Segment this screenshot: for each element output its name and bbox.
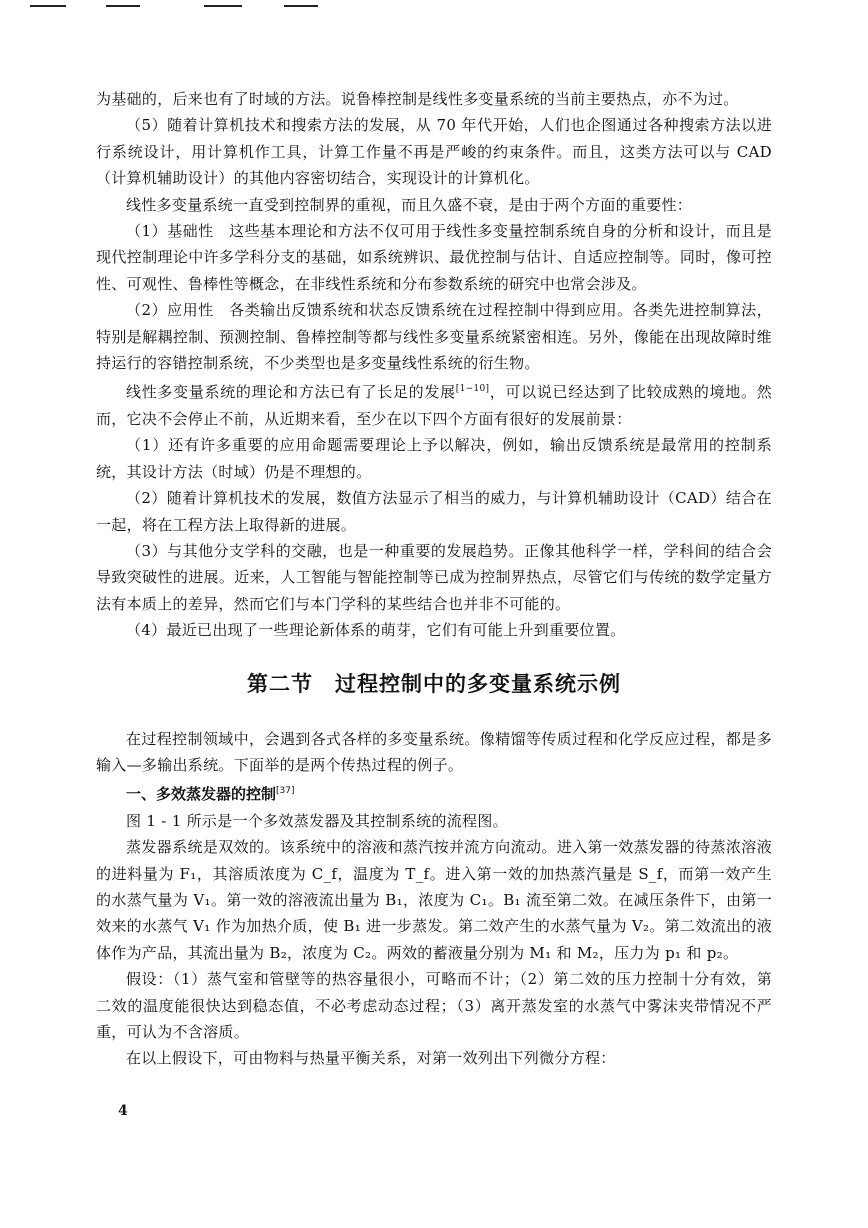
paragraph-fundamentality: （1）基础性 这些基本理论和方法不仅可用于线性多变量控制系统自身的分析和设计，而且是现代控制理论中许多学科分支的基础，如系统辨识、最优控制与估计、自适应控制等。同时，像可控性、可观性、鲁棒性等概念，在非线性系统和分布参数系统的研究中也常会涉及。 — [96, 222, 772, 293]
subsection-heading-text: 一、多效蒸发器的控制 — [126, 785, 277, 804]
paragraph-equation-intro: 在以上假设下，可由物料与热量平衡关系，对第一效列出下列微分方程： — [126, 1049, 616, 1068]
scan-edge-marks — [30, 0, 330, 10]
citation-37: [37] — [276, 786, 295, 797]
page-number: 4 — [118, 1103, 128, 1119]
dev-text-before: 线性多变量系统的理论和方法已有了长足的发展 — [126, 383, 456, 402]
paragraph-prospect-1: （1）还有许多重要的应用命题需要理论上予以解决，例如，输出反馈系统是最常用的控制系统，其设计方法（时域）仍是不理想的。 — [96, 436, 772, 481]
paragraph-assumptions: 假设：（1）蒸气室和管壁等的热容量很小，可略而不计；（2）第二效的压力控制十分有效，第二效的温度能很快达到稳态值，不必考虑动态过程；（3）离开蒸发室的水蒸气中雾沫夹带情况不严重，可认为不含溶质。 — [96, 970, 772, 1041]
section-title: 第二节 过程控制中的多变量系统示例 — [247, 671, 621, 696]
paragraph-evaporator-description: 蒸发器系统是双效的。该系统中的溶液和蒸汽按并流方向流动。进入第一效蒸发器的待蒸浓溶液的进料量为 F₁，其溶质浓度为 C_f，温度为 T_f。进入第一效的加热蒸汽量是 S_f，而第一效产生的水蒸气量为 V₁。第一效的溶液流出量为 B₁，浓度为 C₁。B₁ 流至第二效。在减压条件下，由第一效来的水蒸气 V₁ 作为加热介质，使 B₁ 进一步蒸发。第二效产生的水蒸气量为 V₂。第二效流出的液体作为产品，其流出量为 B₂，浓度为 C₂。两效的蓄液量分别为 M₁ 和 M₂，压力为 p₁ 和 p₂。 — [96, 838, 772, 962]
citation-1-10: [1−10] — [455, 384, 490, 395]
paragraph-prospect-4: （4）最近已出现了一些理论新体系的萌芽，它们有可能上升到重要位置。 — [126, 621, 626, 640]
paragraph-prospect-3: （3）与其他分支学科的交融，也是一种重要的发展趋势。正像其他科学一样，学科间的结合会导致突破性的进展。近来，人工智能与智能控制等已成为控制界热点，尽管它们与传统的数学定量方法有本质上的差异，然而它们与本门学科的某些结合也并非不可能的。 — [96, 541, 772, 613]
paragraph-importance-intro: 线性多变量系统一直受到控制界的重视，而且久盛不衰，是由于两个方面的重要性： — [126, 195, 693, 214]
paragraph-development-prospects — [96, 376, 772, 432]
paragraph-applicability: （2）应用性 各类输出反馈系统和状态反馈系统在过程控制中得到应用。各类先进控制算法，特别是解耦控制、预测控制、鲁棒控制等都与线性多变量系统紧密相连。另外，像能在出现故障时维持运行的容错控制系统，不少类型也是多变量线性系统的衍生物。 — [96, 301, 772, 373]
dev-text-after: ，可以说已经达到了比较成熟的境地。然而，它决不会停止不前，从近期来看，至少在以下四个方面有很好的发展前景： — [96, 383, 772, 428]
paragraph-continuation: 为基础的，后来也有了时域的方法。说鲁棒控制是线性多变量系统的当前主要热点，亦不为过。 — [96, 90, 739, 108]
subsection-heading — [96, 778, 772, 807]
paragraph-item-5-search-methods: （5）随着计算机技术和搜索方法的发展，从 70 年代开始，人们也企图通过各种搜索方法以进行系统设计，用计算机作工具，计算工作量不再是严峻的约束条件。而且，这类方法可以与 CAD（计算机辅助设计）的其他内容密切结合，实现设计的计算机化。 — [96, 116, 772, 188]
paragraph-figure-reference: 图 1 - 1 所示是一个多效蒸发器及其控制系统的流程图。 — [126, 811, 508, 830]
page-body — [96, 86, 772, 1072]
paragraph-section-intro: 在过程控制领域中，会遇到各式各样的多变量系统。像精馏等传质过程和化学反应过程，都是多输入—多输出系统。下面举的是两个传热过程的例子。 — [96, 729, 772, 774]
paragraph-prospect-2: （2）随着计算机技术的发展，数值方法显示了相当的威力，与计算机辅助设计（CAD）结合在一起，将在工程方法上取得新的进展。 — [96, 489, 772, 534]
